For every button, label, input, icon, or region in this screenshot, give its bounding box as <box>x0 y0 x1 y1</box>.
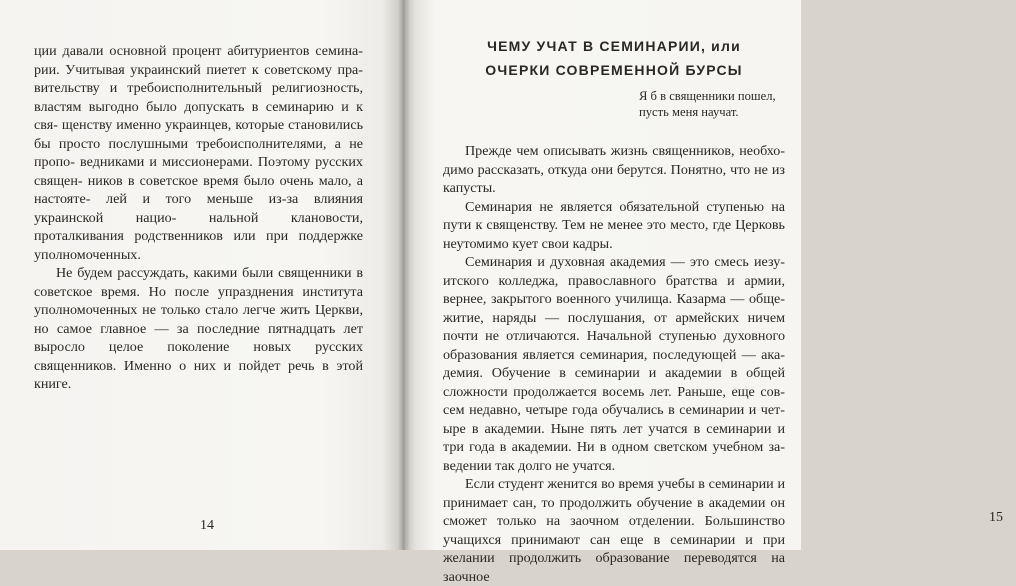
right-paragraph-1: Прежде чем описывать жизнь священников, необхо- димо рассказать, откуда они берутся. Понятно, что не из капусты. <box>443 143 785 196</box>
left-page-text <box>34 42 363 394</box>
left-page-number: 14 <box>200 518 214 533</box>
chapter-title-line-2: ОЧЕРКИ СОВРЕМЕННОЙ БУРСЫ <box>485 62 743 78</box>
epigraph <box>443 88 775 120</box>
book-gutter-shadow <box>398 0 410 550</box>
left-page <box>0 0 403 550</box>
chapter-title-line-1: ЧЕМУ УЧАТ В СЕМИНАРИИ, или <box>487 38 741 54</box>
right-page-text <box>443 142 785 586</box>
right-page-number: 15 <box>989 510 1003 525</box>
chapter-title <box>443 34 785 82</box>
right-paragraph-3: Семинария и духовная академия — это смесь иезу- итского колледжа, православного братства и армии, вернее, закрытого военного училища. Казарма — обще- житие, наряды — послушания, от армейских ничем почти не отличаются. Начальной ступенью духовного образования является семинария, последующей — ака- демия. Обучение в семинарии и академии в общей сложности продолжается восемь лет. Раньше, еще сов- сем недавно, четыре года обучались в семинарии и чет- ыре в академии. Ныне пять лет учатся в семинарии и три года в академии. Ни в одном светском учебном за- ведении так долго не учатся. <box>443 254 785 474</box>
epigraph-line-2: пусть меня научат. <box>639 105 739 119</box>
right-paragraph-4: Если студент женится во время учебы в семинарии и принимает сан, то продолжить обучение в академии он сможет только на заочном отделении. Большинство учащихся принимают сан еще в семинарии и при желании продолжить образование переводятся на заочное <box>443 476 786 585</box>
right-page <box>403 0 1003 585</box>
epigraph-line-1: Я б в священники пошел, <box>639 89 776 103</box>
left-paragraph-1: ции давали основной процент абитуриентов семина- рии. Учитывая украинский пиетет к советскому пра- вительству и требоисполнительный религиозность, властям выгодно было допускать в семинарию и к свя- щенству именно украинцев, которые становились бы просто послушными требоисполнителями, а не пропо- ведниками и миссионерами. Поэтому русских священ- ников в советское время было очень мало, а настояте- лей и того меньше из-за влияния украинской нацио- нальной клановости, проталкивания родственников или при поддержке уполномоченных. <box>34 43 364 263</box>
left-paragraph-2: Не будем рассуждать, какими были священники в советское время. Но после упразднения института уполномоченных не только стало легче жить Церкви, но самое главное — за последние пятнадцать лет выросло целое поколение новых русских священников. Именно о них и пойдет речь в этой книге. <box>34 265 364 392</box>
right-paragraph-2: Семинария не является обязательной ступенью на пути к священству. Тем не менее это место, где Церковь неутомимо кует свои кадры. <box>443 198 785 252</box>
